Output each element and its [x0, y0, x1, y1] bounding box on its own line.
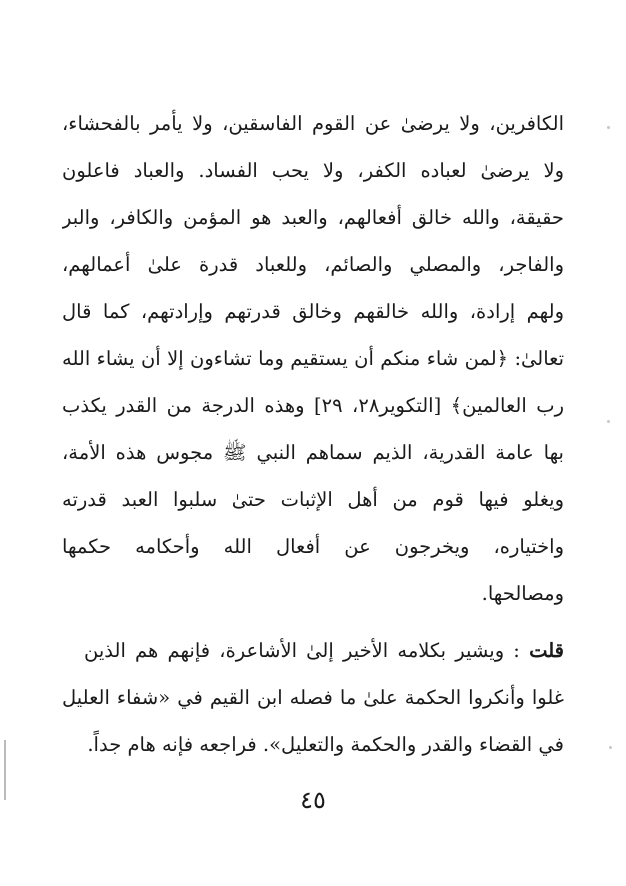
text-line: رب العالمين﴾ [التكوير٢٨، ٢٩] وهذه الدرجة من القدر يكذب [62, 394, 564, 417]
scan-speck [607, 126, 610, 129]
text-line: ولهم إرادة، والله خالقهم وخالق قدرتهم وإرادتهم، كما قال [62, 300, 564, 323]
text-line: تعالىٰ: ﴿لمن شاء منكم أن يستقيم وما تشاءون إلا أن يشاء الله [62, 347, 564, 370]
lead-word: قلت [529, 639, 564, 662]
text-line: في القضاء والقدر والحكمة والتعليل». فراجعه فإنه هام جداً. [87, 733, 564, 756]
text-line: غلوا وأنكروا الحكمة علىٰ ما فصله ابن القيم في «شفاء العليل [62, 686, 564, 709]
text-line: ومصالحها. [481, 582, 564, 605]
text-line: ولا يرضىٰ لعباده الكفر، ولا يحب الفساد. والعباد فاعلون [62, 159, 564, 182]
text-line: واختياره، ويخرجون عن أفعال الله وأحكامه حكمها [62, 535, 564, 558]
scan-speck [609, 746, 612, 749]
text-line-with-lead [84, 634, 564, 668]
text-line: الكافرين، ولا يرضىٰ عن القوم الفاسقين، ولا يأمر بالفحشاء، [62, 112, 564, 135]
lead-line-text: : ويشير بكلامه الأخير إلىٰ الأشاعرة، فإنهم هم الذين [84, 639, 520, 662]
page-number: ٤٥ [300, 786, 326, 814]
scan-speck [607, 420, 610, 423]
text-line: والفاجر، والمصلي والصائم، وللعباد قدرة علىٰ أعمالهم، [62, 253, 564, 276]
text-line: ويغلو فيها قوم من أهل الإثبات حتىٰ سلبوا العبد قدرته [62, 488, 564, 511]
text-line: بها عامة القدرية، الذيم سماهم النبي ﷺ مجوس هذه الأمة، [62, 441, 564, 464]
text-line: حقيقة، والله خالق أفعالهم، والعبد هو المؤمن والكافر، والبر [62, 206, 564, 229]
